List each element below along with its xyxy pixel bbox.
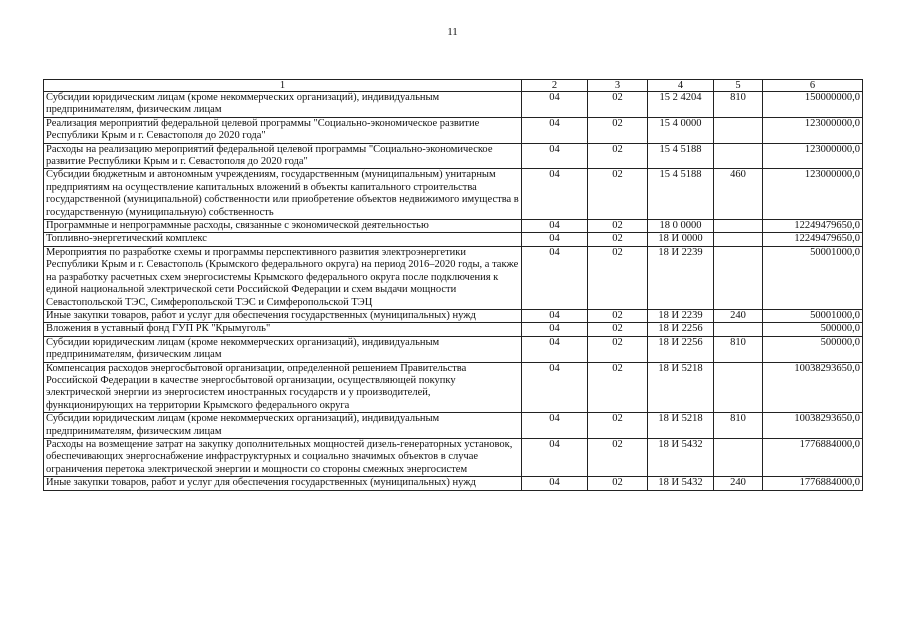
row-amount: 50001000,0 bbox=[763, 246, 863, 309]
row-subsection: 02 bbox=[588, 92, 648, 118]
row-section: 04 bbox=[522, 169, 588, 220]
row-expense-type: 810 bbox=[714, 92, 763, 118]
row-subsection: 02 bbox=[588, 233, 648, 246]
table-row bbox=[44, 233, 863, 246]
row-section: 04 bbox=[522, 413, 588, 439]
row-section: 04 bbox=[522, 336, 588, 362]
row-description: Реализация мероприятий федеральной целевой программы "Социально-экономическое развитие Республики Крым и г. Севастополя до 2020 года" bbox=[44, 117, 522, 143]
row-description: Иные закупки товаров, работ и услуг для обеспечения государственных (муниципальных) нужд bbox=[44, 309, 522, 322]
row-target-article: 18 И 2239 bbox=[648, 246, 714, 309]
table-row bbox=[44, 438, 863, 476]
table-row bbox=[44, 323, 863, 336]
row-description: Мероприятия по разработке схемы и программы перспективного развития электроэнергетики Республики Крым и г. Севастополь (Крымского федерального округа) на период 2016–2020 годы, а также на разработку расчетных схем энергосистемы Крымского федерального округа после подключения к единой национальной электрической сети Российской Федерации и схем выдачи мощности Севастопольской ТЭС, Симферопольской ТЭС и Симферопольской ТЭЦ bbox=[44, 246, 522, 309]
table-row bbox=[44, 309, 863, 322]
row-subsection: 02 bbox=[588, 438, 648, 476]
table-row bbox=[44, 477, 863, 490]
table-row bbox=[44, 117, 863, 143]
row-section: 04 bbox=[522, 246, 588, 309]
row-target-article: 15 4 5188 bbox=[648, 143, 714, 169]
row-amount: 150000000,0 bbox=[763, 92, 863, 118]
row-section: 04 bbox=[522, 143, 588, 169]
row-section: 04 bbox=[522, 323, 588, 336]
row-expense-type: 810 bbox=[714, 336, 763, 362]
row-expense-type: 810 bbox=[714, 413, 763, 439]
table-row bbox=[44, 143, 863, 169]
row-subsection: 02 bbox=[588, 309, 648, 322]
row-subsection: 02 bbox=[588, 169, 648, 220]
row-target-article: 18 И 5218 bbox=[648, 413, 714, 439]
row-description: Субсидии юридическим лицам (кроме некоммерческих организаций), индивидуальным предпринимателям, физическим лицам bbox=[44, 336, 522, 362]
row-expense-type bbox=[714, 246, 763, 309]
table-row bbox=[44, 92, 863, 118]
row-target-article: 15 4 5188 bbox=[648, 169, 714, 220]
row-subsection: 02 bbox=[588, 323, 648, 336]
row-description: Вложения в уставный фонд ГУП РК "Крымуголь" bbox=[44, 323, 522, 336]
row-description: Субсидии юридическим лицам (кроме некоммерческих организаций), индивидуальным предпринимателям, физическим лицам bbox=[44, 413, 522, 439]
row-expense-type bbox=[714, 220, 763, 233]
table-row bbox=[44, 220, 863, 233]
row-amount: 10038293650,0 bbox=[763, 362, 863, 413]
row-description: Программные и непрограммные расходы, связанные с экономической деятельностью bbox=[44, 220, 522, 233]
row-expense-type bbox=[714, 362, 763, 413]
table-row bbox=[44, 169, 863, 220]
table-row bbox=[44, 336, 863, 362]
row-expense-type bbox=[714, 323, 763, 336]
row-amount: 1776884000,0 bbox=[763, 477, 863, 490]
row-section: 04 bbox=[522, 220, 588, 233]
row-subsection: 02 bbox=[588, 117, 648, 143]
row-section: 04 bbox=[522, 362, 588, 413]
column-header-6: 6 bbox=[763, 80, 863, 92]
row-description: Расходы на реализацию мероприятий федеральной целевой программы "Социально-экономическое развитие Республики Крым и г. Севастополя до 2020 года" bbox=[44, 143, 522, 169]
row-amount: 1776884000,0 bbox=[763, 438, 863, 476]
row-amount: 12249479650,0 bbox=[763, 233, 863, 246]
row-section: 04 bbox=[522, 233, 588, 246]
budget-table bbox=[43, 79, 863, 491]
column-header-3: 3 bbox=[588, 80, 648, 92]
column-header-2: 2 bbox=[522, 80, 588, 92]
table-row bbox=[44, 413, 863, 439]
row-description: Расходы на возмещение затрат на закупку дополнительных мощностей дизель-генераторных установок, обеспечивающих энергоснабжение инфраструктурных и социально значимых объектов в случае ограничения перетока электрической энергии и мощности со стороны смежных энергосистем bbox=[44, 438, 522, 476]
row-target-article: 18 И 2256 bbox=[648, 336, 714, 362]
column-header-5: 5 bbox=[714, 80, 763, 92]
row-description: Субсидии бюджетным и автономным учреждениям, государственным (муниципальным) унитарным предприятиям на осуществление капитальных вложений в объекты капитального строительства государственной (муниципальной) собственности или приобретение объектов недвижимого имущества в государственную (муниципальную) собственность bbox=[44, 169, 522, 220]
row-subsection: 02 bbox=[588, 413, 648, 439]
row-description: Топливно-энергетический комплекс bbox=[44, 233, 522, 246]
row-expense-type bbox=[714, 117, 763, 143]
header-row bbox=[44, 80, 863, 92]
row-target-article: 18 И 5432 bbox=[648, 477, 714, 490]
table-row bbox=[44, 362, 863, 413]
row-expense-type: 240 bbox=[714, 477, 763, 490]
row-description: Субсидии юридическим лицам (кроме некоммерческих организаций), индивидуальным предпринимателям, физическим лицам bbox=[44, 92, 522, 118]
row-subsection: 02 bbox=[588, 220, 648, 233]
row-description: Компенсация расходов энергосбытовой организации, определенной решением Правительства Российской Федерации в качестве энергосбытовой организации, осуществляющей покупку электрической энергии из энергосистем иностранных государств и у производителей, функционирующих на территории Крымского федерального округа bbox=[44, 362, 522, 413]
row-amount: 500000,0 bbox=[763, 323, 863, 336]
row-subsection: 02 bbox=[588, 336, 648, 362]
page-number: 11 bbox=[447, 26, 458, 38]
row-target-article: 18 И 2239 bbox=[648, 309, 714, 322]
row-subsection: 02 bbox=[588, 477, 648, 490]
row-amount: 12249479650,0 bbox=[763, 220, 863, 233]
row-section: 04 bbox=[522, 438, 588, 476]
row-amount: 500000,0 bbox=[763, 336, 863, 362]
row-expense-type: 240 bbox=[714, 309, 763, 322]
row-expense-type bbox=[714, 438, 763, 476]
row-target-article: 18 И 5432 bbox=[648, 438, 714, 476]
row-amount: 123000000,0 bbox=[763, 143, 863, 169]
row-target-article: 18 И 5218 bbox=[648, 362, 714, 413]
row-target-article: 18 И 2256 bbox=[648, 323, 714, 336]
row-subsection: 02 bbox=[588, 362, 648, 413]
column-header-4: 4 bbox=[648, 80, 714, 92]
row-section: 04 bbox=[522, 477, 588, 490]
row-expense-type bbox=[714, 233, 763, 246]
row-amount: 50001000,0 bbox=[763, 309, 863, 322]
row-section: 04 bbox=[522, 117, 588, 143]
row-amount: 123000000,0 bbox=[763, 117, 863, 143]
row-section: 04 bbox=[522, 309, 588, 322]
row-target-article: 18 И 0000 bbox=[648, 233, 714, 246]
row-target-article: 15 4 0000 bbox=[648, 117, 714, 143]
column-header-1: 1 bbox=[44, 80, 522, 92]
row-description: Иные закупки товаров, работ и услуг для обеспечения государственных (муниципальных) нужд bbox=[44, 477, 522, 490]
row-amount: 10038293650,0 bbox=[763, 413, 863, 439]
table-row bbox=[44, 246, 863, 309]
row-target-article: 15 2 4204 bbox=[648, 92, 714, 118]
row-subsection: 02 bbox=[588, 143, 648, 169]
row-amount: 123000000,0 bbox=[763, 169, 863, 220]
row-expense-type: 460 bbox=[714, 169, 763, 220]
row-expense-type bbox=[714, 143, 763, 169]
row-section: 04 bbox=[522, 92, 588, 118]
row-subsection: 02 bbox=[588, 246, 648, 309]
row-target-article: 18 0 0000 bbox=[648, 220, 714, 233]
